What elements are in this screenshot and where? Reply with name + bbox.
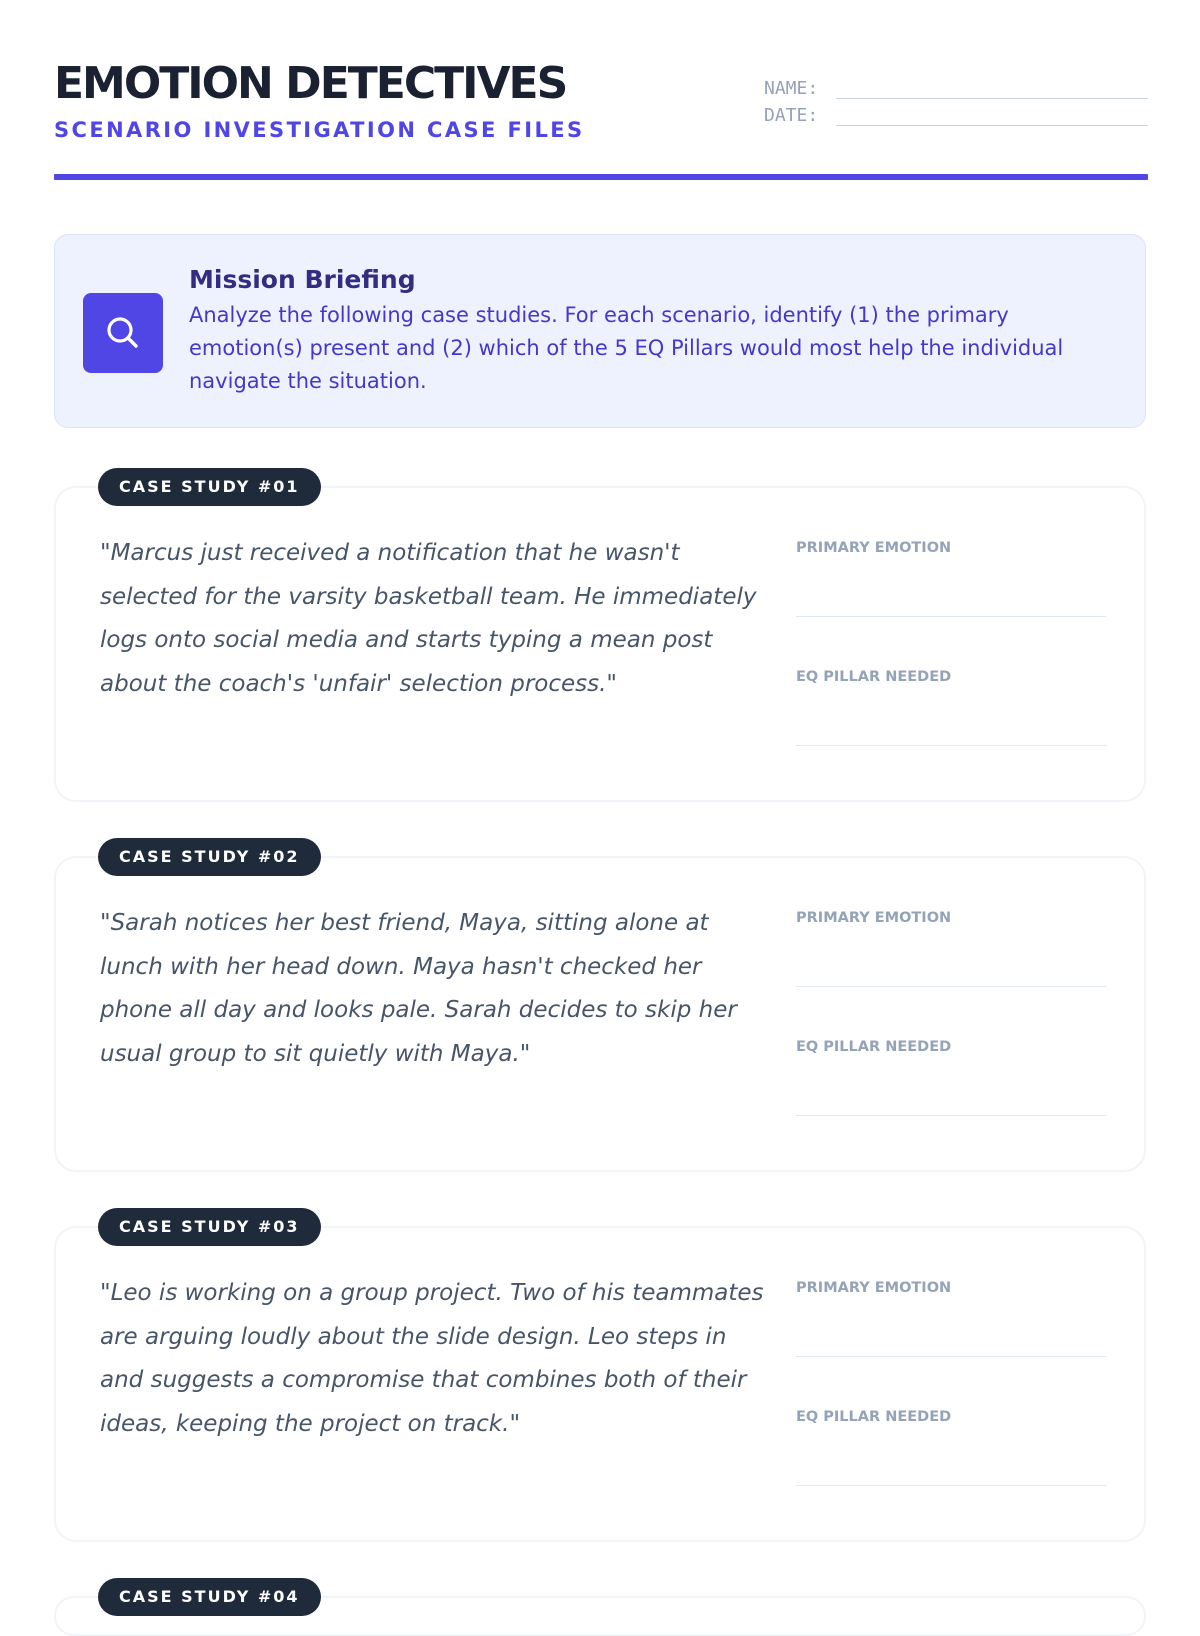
primary-emotion-label: PRIMARY EMOTION	[796, 540, 952, 556]
case-scenario-text: "Marcus just received a notification that he wasn't selected for the varsity basketball team. He immediately logs onto social media and starts typing a mean post about the coach's 'unfair' selection process."	[100, 540, 757, 697]
case-study-2	[54, 838, 1146, 1172]
primary-emotion-label: PRIMARY EMOTION	[796, 910, 952, 926]
briefing-text: Analyze the following case studies. For each scenario, identify (1) the primary emotion(s) present and (2) which of the 5 EQ Pillars would most help the individual navigate the situation.	[189, 303, 1064, 393]
search-icon	[83, 293, 163, 373]
header-divider	[54, 174, 1148, 180]
case-study-badge: CASE STUDY #03	[98, 1208, 321, 1246]
briefing-title: Mission Briefing	[189, 265, 416, 294]
name-field	[764, 72, 1148, 99]
date-input-line[interactable]	[836, 105, 1148, 126]
eq-pillar-label: EQ PILLAR NEEDED	[796, 1039, 952, 1055]
case-study-badge: CASE STUDY #02	[98, 838, 321, 876]
case-scenario-text: "Leo is working on a group project. Two of his teammates are arguing loudly about the slide design. Leo steps in and suggests a compromise that combines both of their ideas, keeping the project on track."	[100, 1280, 764, 1437]
case-study-badge: CASE STUDY #04	[98, 1578, 321, 1616]
case-card	[54, 1226, 1146, 1542]
case-study-4	[54, 1578, 1146, 1606]
eq-pillar-label: EQ PILLAR NEEDED	[796, 669, 952, 685]
name-label: NAME:	[764, 78, 819, 99]
primary-emotion-line[interactable]	[796, 616, 1106, 617]
case-study-3	[54, 1208, 1146, 1542]
name-input-line[interactable]	[836, 78, 1148, 99]
case-study-badge: CASE STUDY #01	[98, 468, 321, 506]
page-title: EMOTION DETECTIVES	[54, 58, 567, 109]
eq-pillar-line[interactable]	[796, 745, 1106, 746]
page-subtitle: SCENARIO INVESTIGATION CASE FILES	[54, 118, 585, 142]
worksheet-header	[54, 56, 1148, 182]
mission-briefing	[54, 234, 1146, 428]
date-field	[764, 99, 1148, 126]
case-card	[54, 856, 1146, 1172]
primary-emotion-field	[796, 1280, 1106, 1357]
eq-pillar-field	[796, 669, 1106, 746]
primary-emotion-label: PRIMARY EMOTION	[796, 1280, 952, 1296]
primary-emotion-line[interactable]	[796, 986, 1106, 987]
student-info-fields	[764, 72, 1148, 126]
eq-pillar-label: EQ PILLAR NEEDED	[796, 1409, 952, 1425]
eq-pillar-line[interactable]	[796, 1115, 1106, 1116]
primary-emotion-field	[796, 540, 1106, 617]
eq-pillar-line[interactable]	[796, 1485, 1106, 1486]
case-scenario-text: "Sarah notices her best friend, Maya, sitting alone at lunch with her head down. Maya hasn't checked her phone all day and looks pale. Sarah decides to skip her usual group to sit quietly with Maya."	[100, 910, 737, 1067]
primary-emotion-field	[796, 910, 1106, 987]
date-label: DATE:	[764, 105, 819, 126]
eq-pillar-field	[796, 1409, 1106, 1486]
case-card	[54, 486, 1146, 802]
eq-pillar-field	[796, 1039, 1106, 1116]
primary-emotion-line[interactable]	[796, 1356, 1106, 1357]
case-study-1	[54, 468, 1146, 802]
